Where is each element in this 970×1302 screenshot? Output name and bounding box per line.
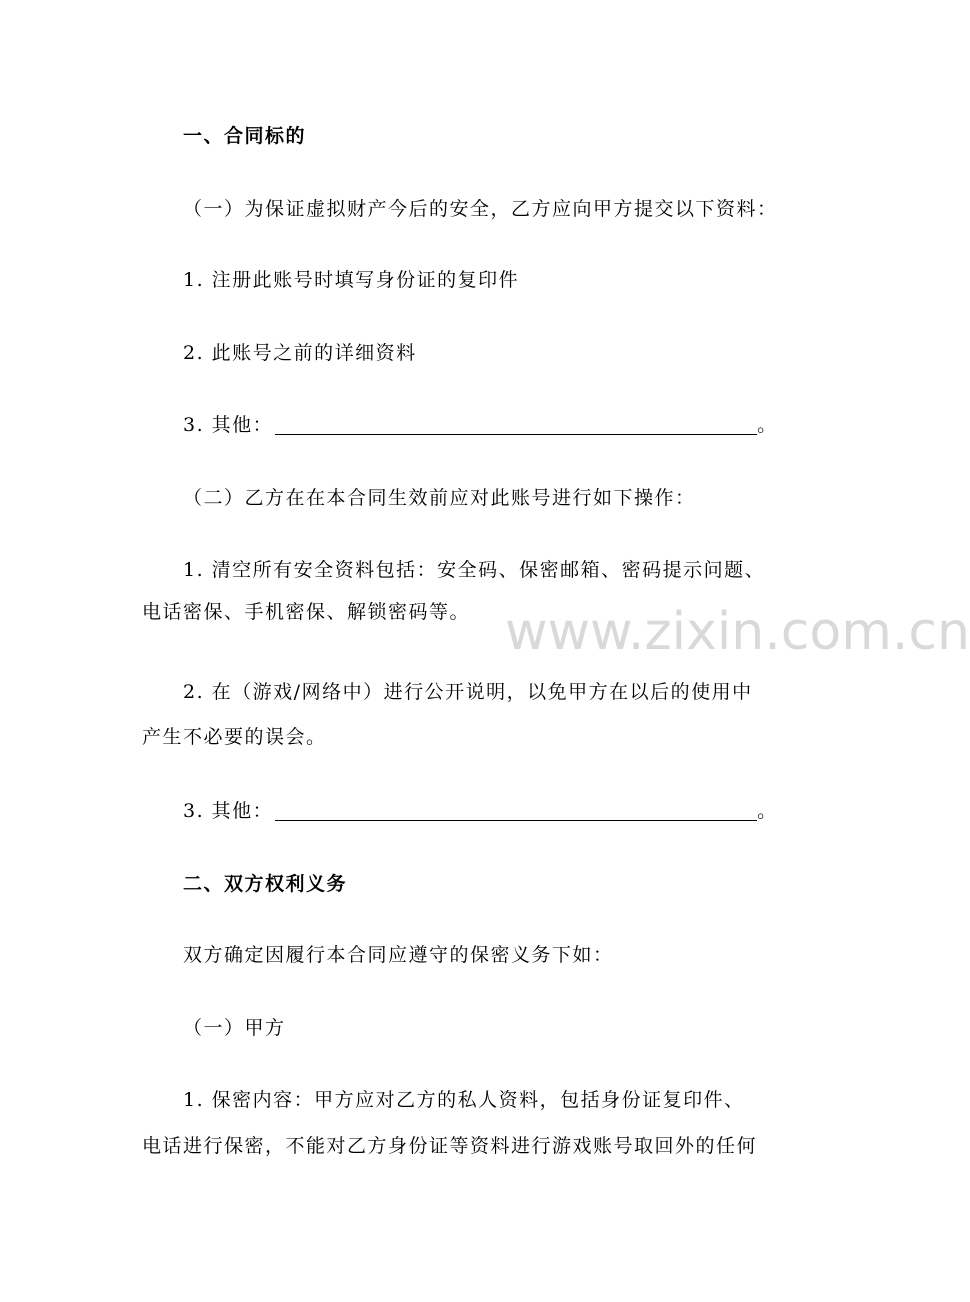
- clause-2-item-1-line-2: 电话密保、手机密保、解锁密码等。: [142, 601, 471, 623]
- clause-2-item-3-end: 。: [757, 800, 778, 822]
- fill-in-blank-line[interactable]: [275, 802, 757, 821]
- clause-1-item-3-end: 。: [757, 414, 778, 436]
- clause-2-item-1-line-1: 1. 清空所有安全资料包括：安全码、保密邮箱、密码提示问题、: [183, 559, 766, 581]
- clause-2-item-2-line-2: 产生不必要的误会。: [142, 726, 327, 748]
- clause-1-item-1: 1. 注册此账号时填写身份证的复印件: [183, 269, 520, 291]
- clause-3-item-1-line-1: 1. 保密内容：甲方应对乙方的私人资料，包括身份证复印件、: [183, 1089, 745, 1111]
- clause-2-item-3-label: 3. 其他：: [183, 800, 274, 822]
- clause-2-intro: （二）乙方在在本合同生效前应对此账号进行如下操作：: [183, 487, 696, 509]
- clause-1-item-3-label: 3. 其他：: [183, 414, 274, 436]
- clause-3-item-1-line-2: 电话进行保密，不能对乙方身份证等资料进行游戏账号取回外的任何: [142, 1135, 758, 1157]
- section-heading-1: 一、合同标的: [183, 125, 307, 147]
- clause-1-item-2: 2. 此账号之前的详细资料: [183, 342, 417, 364]
- watermark-text: www.zixin.com.cn: [505, 602, 970, 662]
- clause-2-item-2-line-1: 2. 在（游戏/网络中）进行公开说明，以免甲方在以后的使用中: [183, 681, 753, 703]
- clause-1-intro: （一）为保证虚拟财产今后的安全，乙方应向甲方提交以下资料：: [183, 198, 778, 220]
- clause-3-intro: 双方确定因履行本合同应遵守的保密义务下如：: [183, 944, 614, 966]
- clause-1-item-3: [183, 413, 778, 437]
- clause-2-item-3: [183, 799, 778, 823]
- fill-in-blank-line[interactable]: [275, 416, 757, 435]
- section-heading-2: 二、双方权利义务: [183, 873, 348, 895]
- clause-3-party-a: （一）甲方: [183, 1017, 286, 1039]
